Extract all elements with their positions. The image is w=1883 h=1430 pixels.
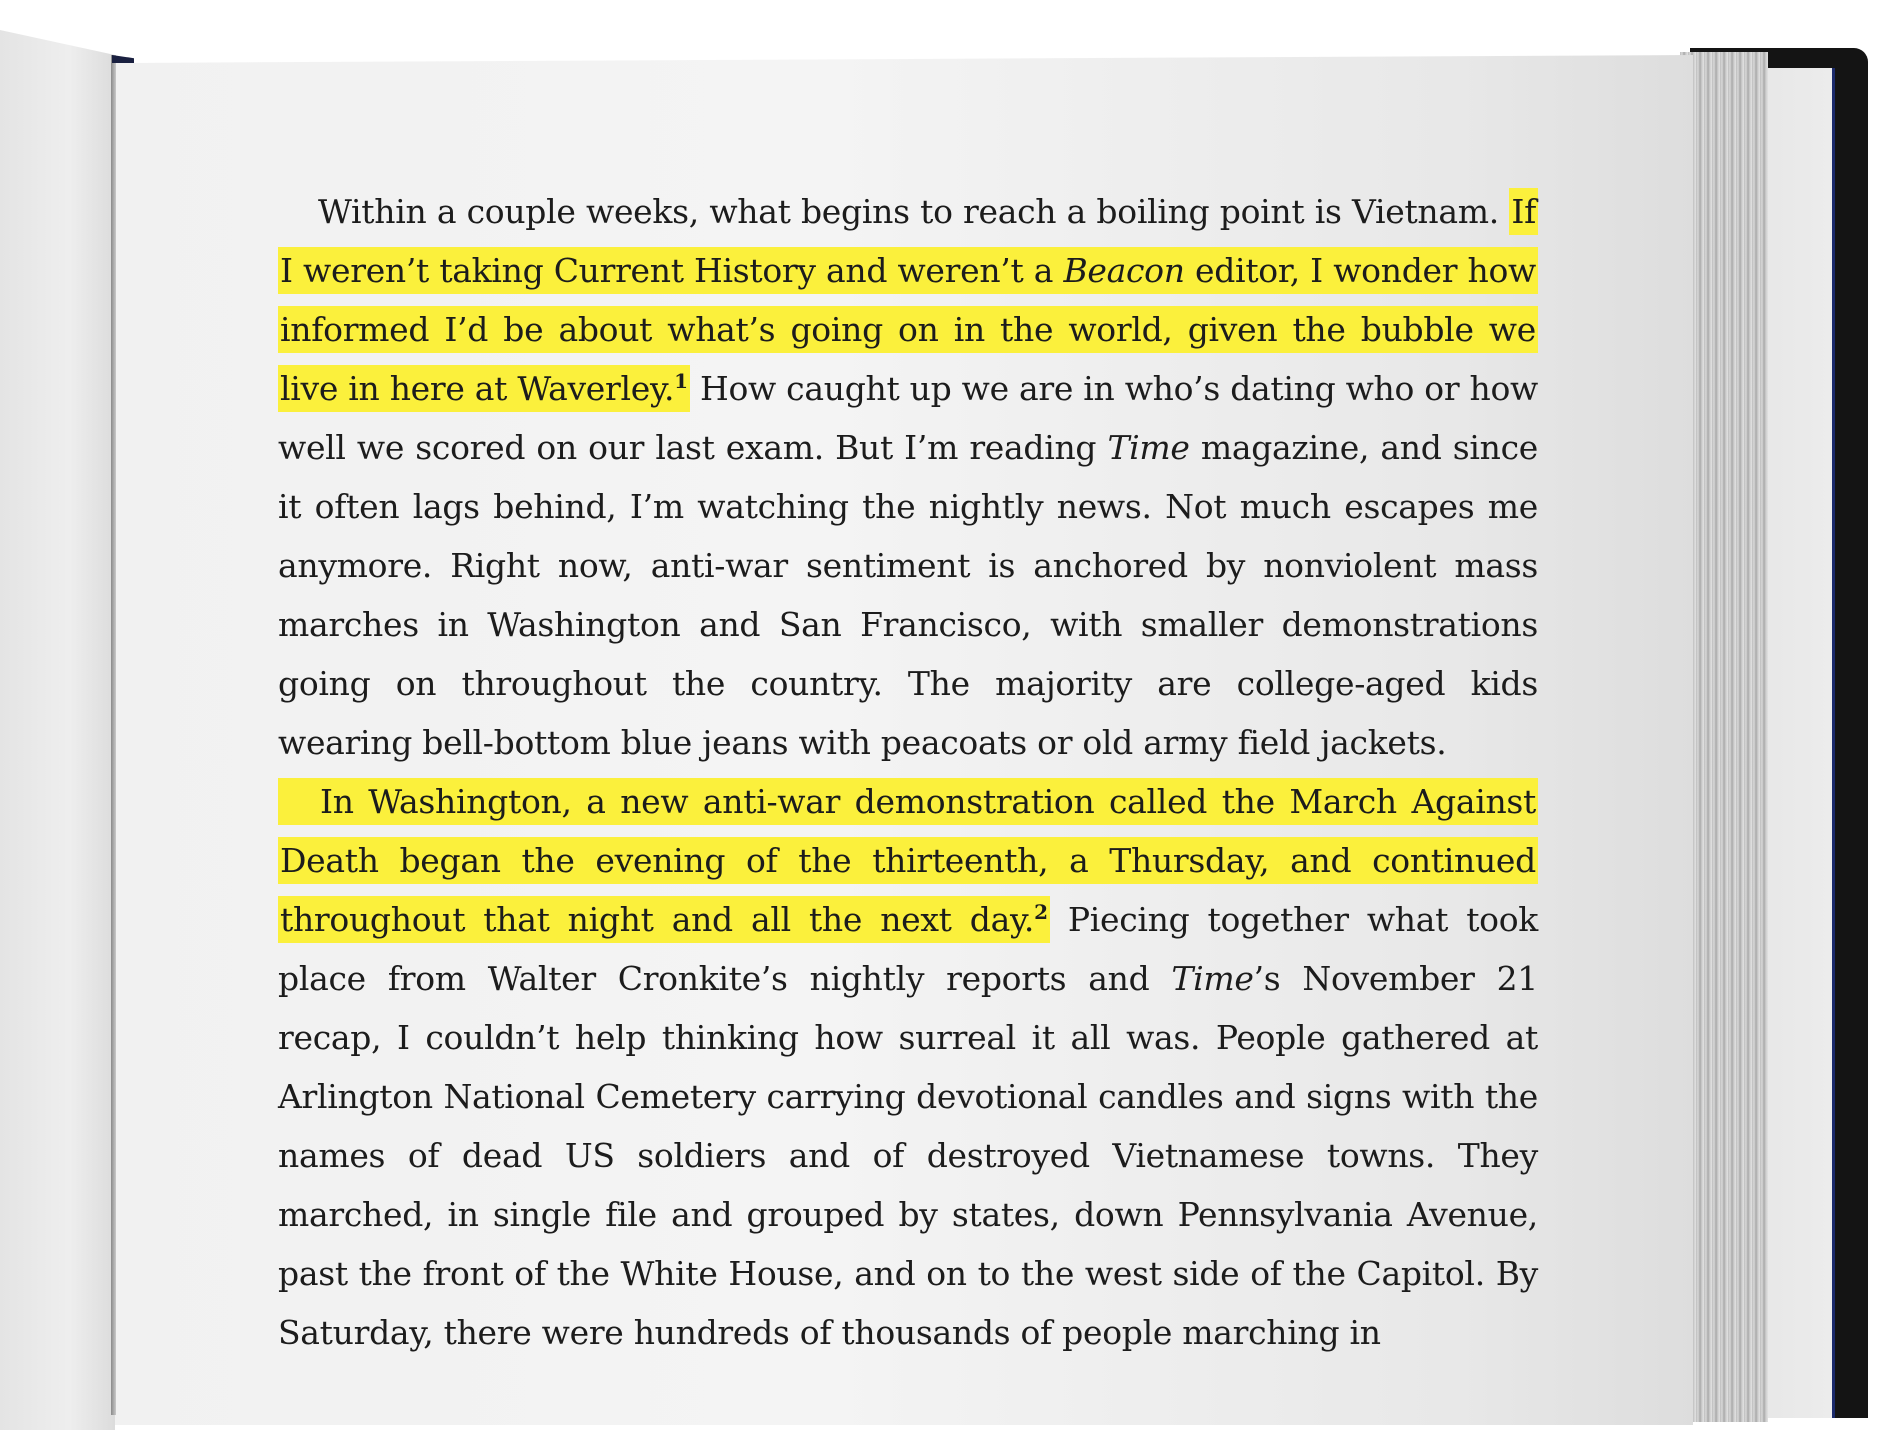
left-page [0, 30, 115, 1430]
text-span: Piecing together what took place from Walter Cronkite’s nightly reports and [278, 900, 1538, 998]
text-span: How caught up we are in who’s dating who or how well we scored on our last exam. But I’m reading [278, 369, 1538, 467]
text-span: editor, I wonder how informed I’d be about what’s going on in the world, given the bubble we live in here at Waverley. [280, 251, 1536, 408]
page-text [278, 182, 1538, 1362]
footnote-marker[interactable]: 1 [674, 369, 688, 393]
spine-top [112, 55, 134, 63]
italic-title: Time [1107, 428, 1190, 467]
book-gutter [111, 55, 116, 1415]
paragraph-1 [278, 182, 1538, 772]
text-span: If I weren’t taking Current History and weren’t a [280, 192, 1536, 290]
text-span: ’s November 21 recap, I couldn’t help thinking how surreal it all was. People gathered at Arlington National Cemetery carrying devotional candles and signs with the names of dead US soldiers and of destroyed Vietnamese towns. They marched, in single file and grouped by states, down Pennsylvania Avenue, past the front of the White House, and on to the west side of the Capitol. By Saturday, there were hundreds of thousands of people marching in [278, 959, 1538, 1352]
text-span: magazine, and since it often lags behind, I’m watching the nightly news. Not much escapes me anymore. Right now, anti-war sentiment is anchored by nonviolent mass marches in Washington and San Francisco, with smaller demonstrations going on throughout the country. The majority are college-aged kids wearing bell-bottom blue jeans with peacoats or old army field jackets. [278, 428, 1538, 762]
footnote-marker[interactable]: 2 [1034, 900, 1048, 924]
italic-title: Time [1171, 959, 1254, 998]
paragraph-2 [278, 772, 1538, 1362]
text-span: Within a couple weeks, what begins to reach a boiling point is Vietnam. [318, 192, 1510, 231]
text-span: In Washington, a new anti-war demonstration called the March Against Death began the evening of the thirteenth, a Thursday, and continued throughout that night and all the next day. [280, 782, 1536, 939]
italic-title: Beacon [1063, 251, 1185, 290]
page-edges [1680, 52, 1768, 1422]
